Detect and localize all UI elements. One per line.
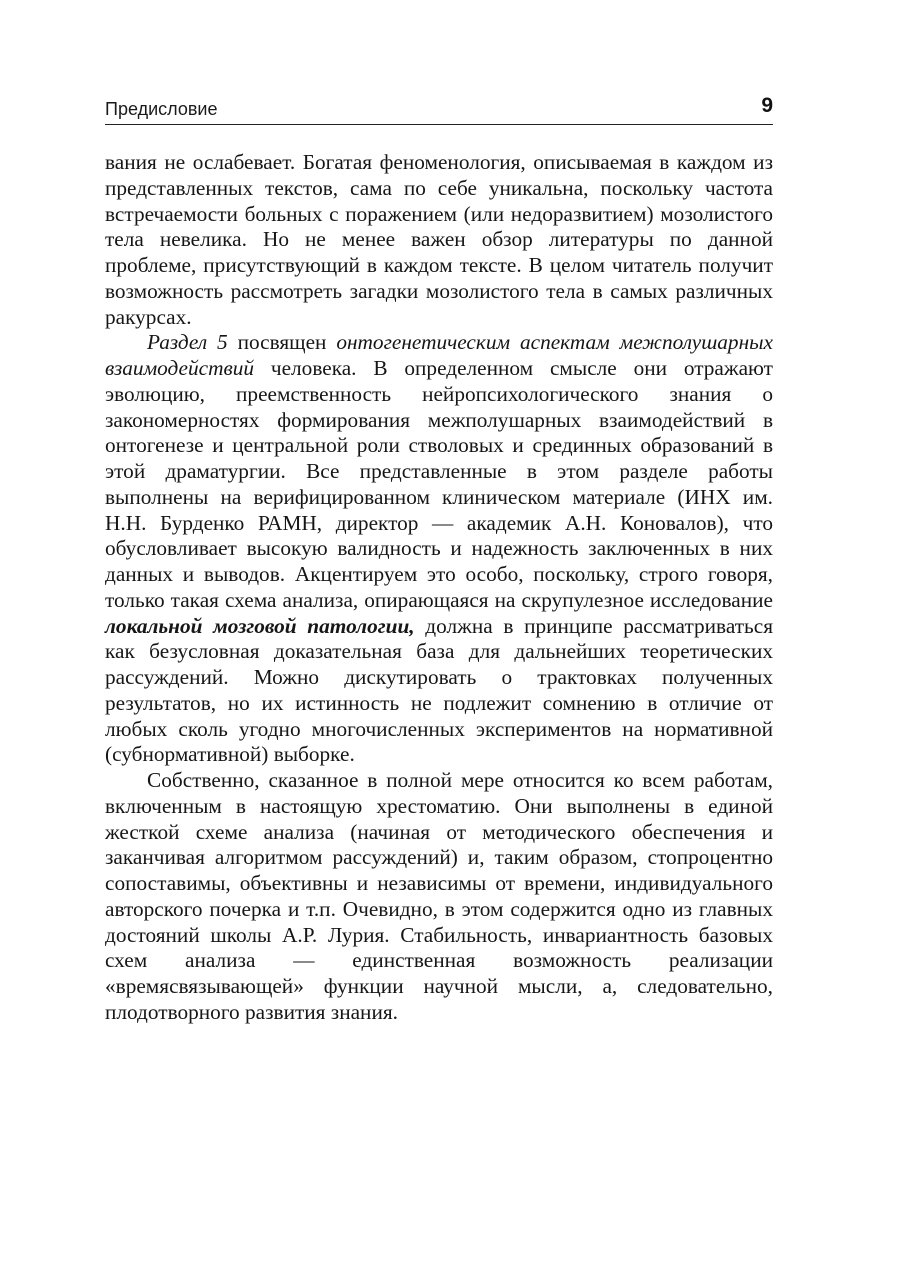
paragraph-2-text-c: должна в принципе рассматриваться как безусловная доказательная база для дальнейших теоретических рассуждений. Можно дискутировать о трактовках полученных результатов, но их истинность не подлежит сомнению в отличие от любых сколь угодно многочисленных экспериментов на нормативной (субнормативной) выборке. [105, 613, 774, 767]
key-term-emphasis: локальной мозговой патологии, [105, 613, 415, 638]
page-number: 9 [761, 94, 773, 117]
running-header [105, 94, 773, 125]
body-text [105, 150, 773, 1026]
topic-emphasis: онтогенетическим аспектам межполушарных взаимодействий [105, 330, 774, 380]
paragraph-2 [105, 330, 773, 768]
paragraph-3: Собственно, сказанное в полной мере относится ко всем работам, включенным в настоящую хрестоматию. Они выполнены в единой жесткой схеме анализа (начиная от методического обеспечения и заканчивая алгоритмом рассуждений) и, таким образом, стопроцентно сопоставимы, объективны и независимы от времени, индивидуального авторского почерка и т.п. Очевидно, в этом содержится одно из главных достояний школы А.Р. Лурия. Стабильность, инвариантность базовых схем анализа — единственная возможность реализации «времясвязывающей» функции научной мысли, а, следовательно, плодотворного развития знания. [105, 768, 773, 1024]
paragraph-2-text-b: человека. В определенном смысле они отражают эволюцию, преемственность нейропсихологического знания о закономерностях формирования межполушарных взаимодействий в онтогенезе и центральной роли стволовых и срединных образований в этой драматургии. Все представленные в этом разделе работы выполнены на верифицированном клиническом материале (ИНХ им. Н.Н. Бурденко РАМН, директор — академик А.Н. Коновалов), что обусловливает высокую валидность и надежность заключенных в них данных и выводов. Акцентируем это особо, поскольку, строго говоря, только такая схема анализа, опирающаяся на скрупулезное исследование [105, 356, 773, 612]
paragraph-1: вания не ослабевает. Богатая феноменология, описываемая в каждом из представленных текстов, сама по себе уникальна, поскольку частота встречаемости больных с поражением (или недоразвитием) мозолистого тела невелика. Но не менее важен обзор литературы по данной проблеме, присутствующий в каждом тексте. В целом читатель получит возможность рассмотреть загадки мозолистого тела в самых различных ракурсах. [105, 150, 773, 329]
section-reference: Раздел 5 [147, 330, 228, 355]
section-title: Предисловие [105, 99, 218, 119]
paragraph-2-text-a: посвящен [227, 330, 337, 355]
